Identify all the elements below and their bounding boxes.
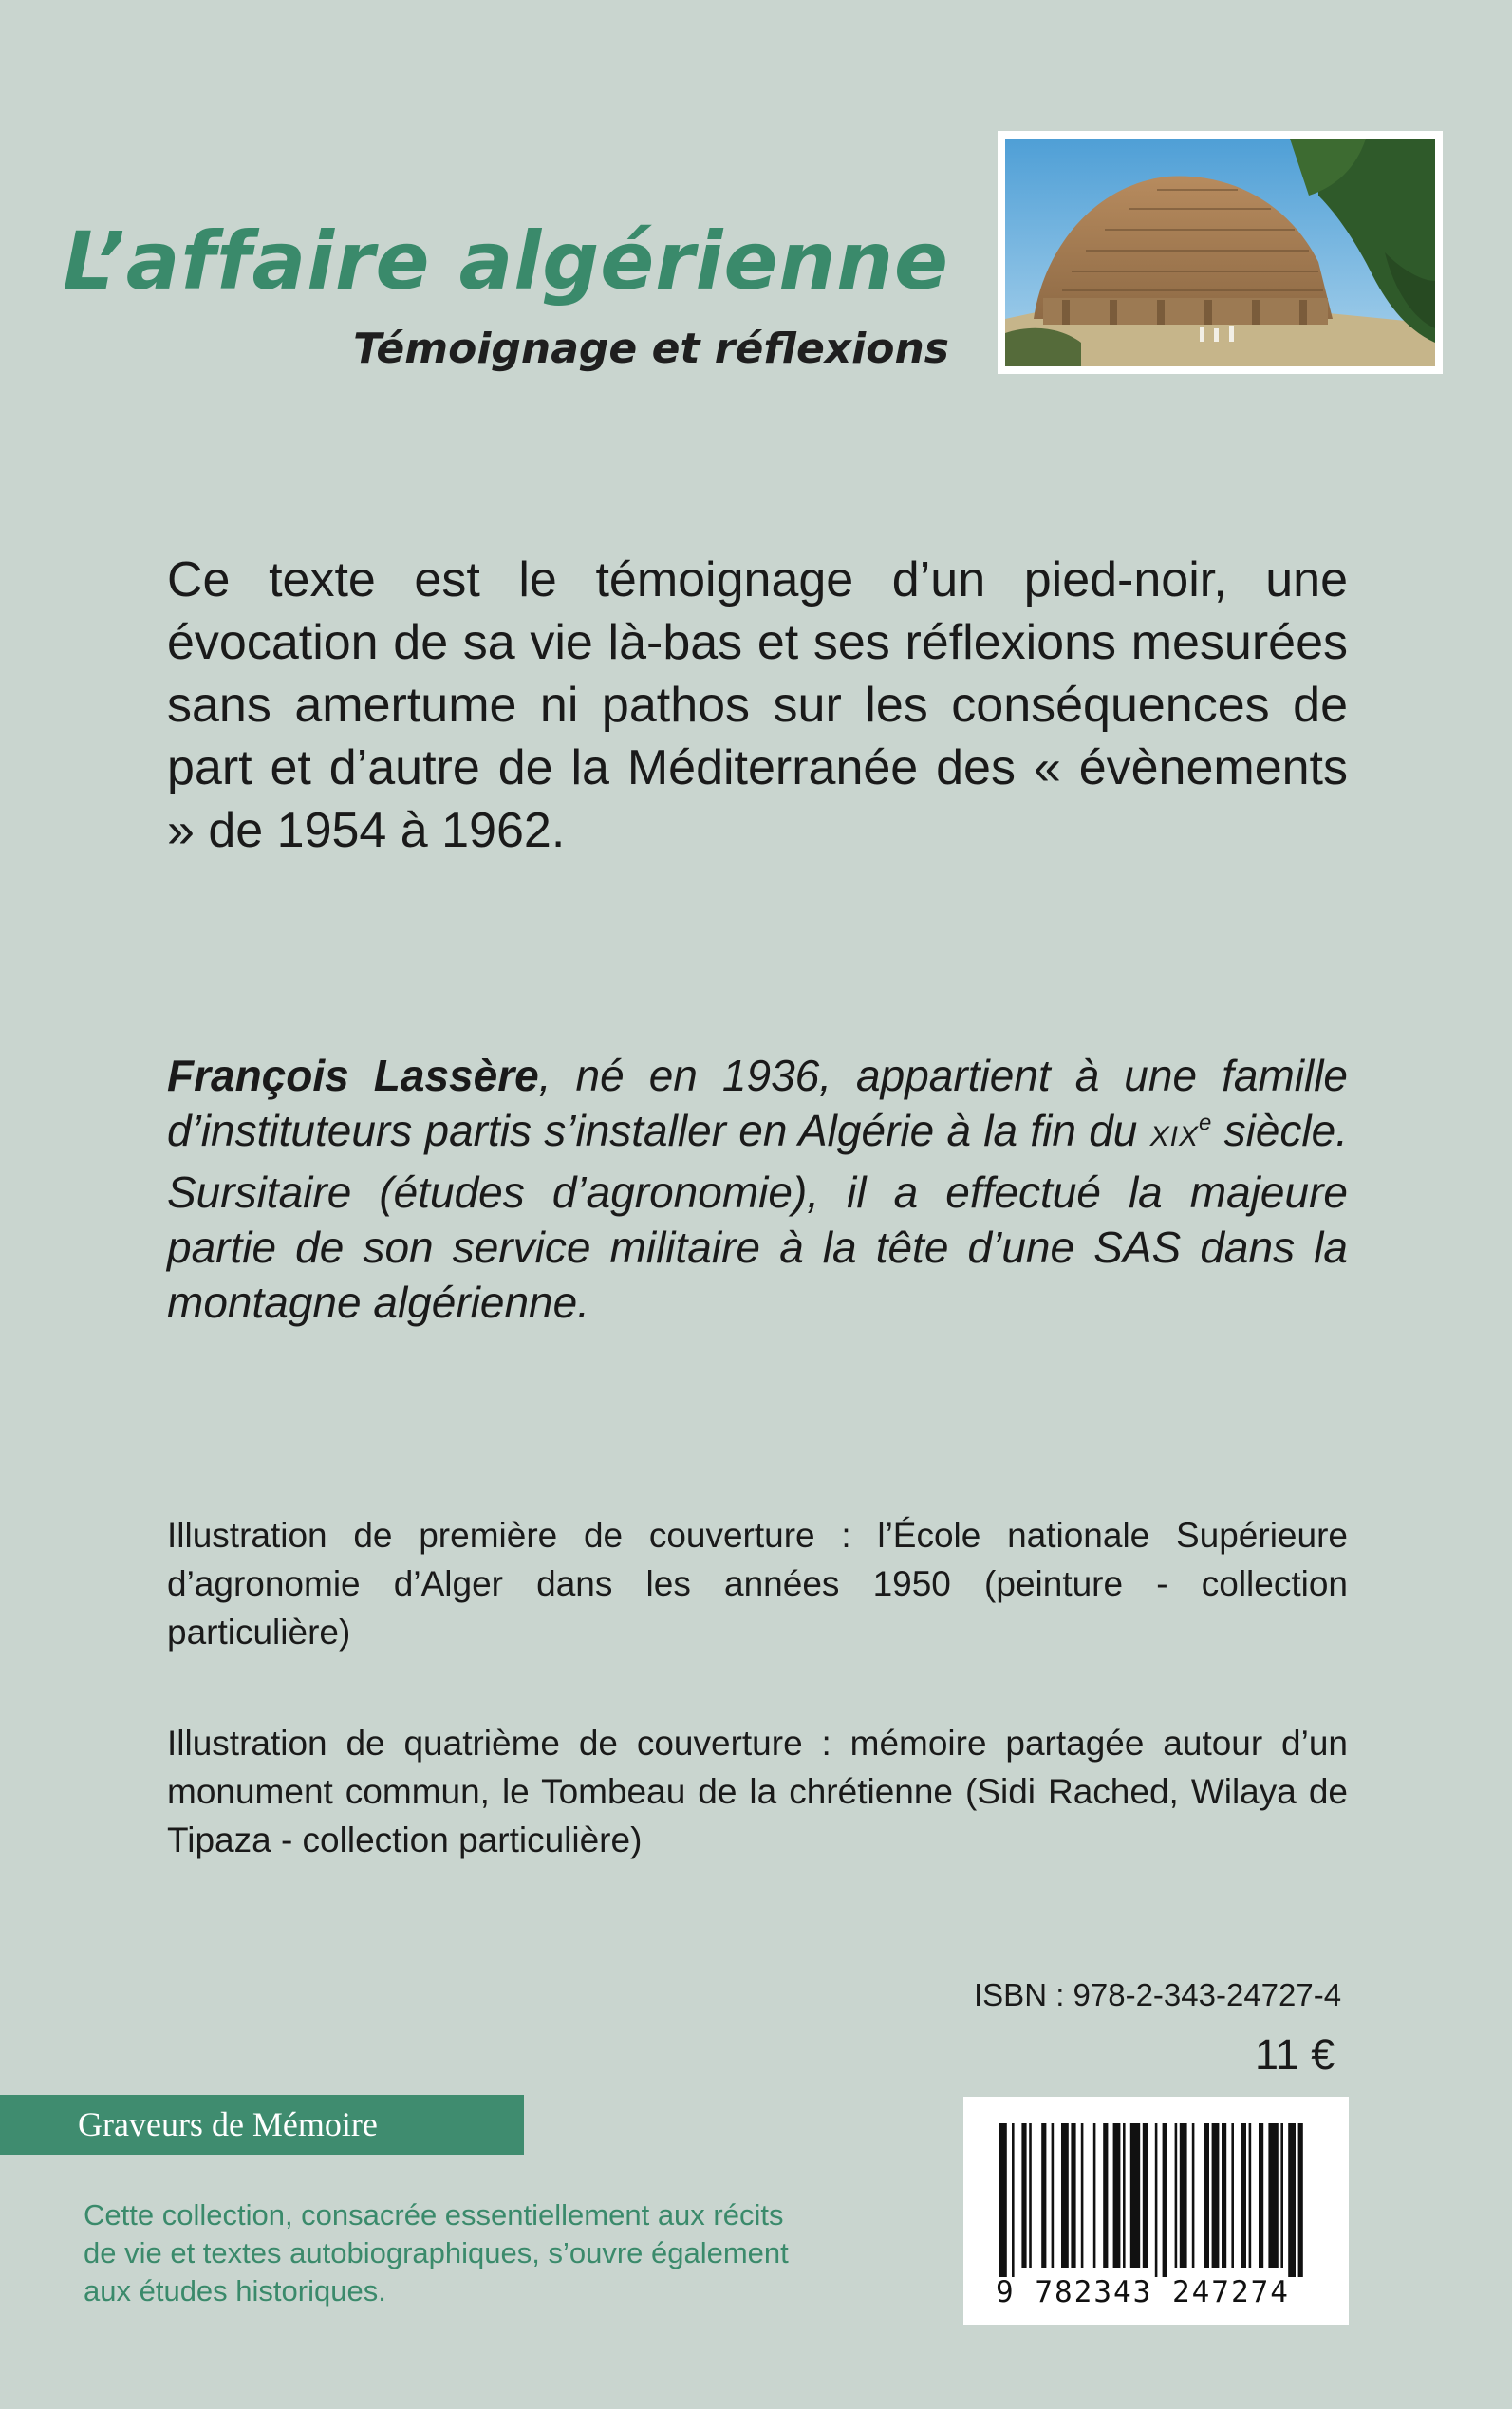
barcode-bar	[1163, 2123, 1167, 2277]
barcode-bar	[1143, 2123, 1148, 2268]
barcode-bar	[1041, 2123, 1046, 2268]
barcode-bar	[1259, 2123, 1263, 2268]
isbn-number: ISBN : 978-2-343-24727-4	[974, 1977, 1342, 2012]
barcode-bar	[1288, 2123, 1296, 2277]
barcode-bar	[1231, 2123, 1234, 2268]
barcode-bar	[1123, 2123, 1126, 2268]
author-name: François Lassère	[167, 1051, 539, 1100]
barcode-bar	[1268, 2123, 1278, 2268]
monument-photo	[998, 131, 1443, 374]
barcode-digits: 9 782343 247274	[996, 2275, 1290, 2309]
author-bio-text-1: , né en 1936, appartient à une famille d’instituteurs partis s’installer en Algérie à la fin du	[167, 1051, 1349, 1155]
barcode-bar	[1298, 2123, 1303, 2277]
barcode-panel	[963, 2097, 1349, 2325]
series-name: Graveurs de Mémoire	[78, 2105, 378, 2143]
barcode-bar	[1241, 2123, 1246, 2268]
tombeau-photo-icon	[1005, 139, 1435, 366]
barcode-bar	[1113, 2123, 1121, 2268]
century-roman-numeral: XIX	[1149, 1121, 1199, 1152]
barcode-bar	[1081, 2123, 1084, 2268]
barcode-bar	[999, 2123, 1007, 2277]
author-bio-text-2: siècle. Sursitaire (études d’agronomie), il a effectué la majeure partie de son service militaire à la tête d’une SAS dans la montagne algérienne.	[167, 1106, 1348, 1327]
barcode-bar	[1204, 2123, 1209, 2268]
book-title: L’affaire algérienne	[63, 215, 949, 308]
barcode-bar	[1130, 2123, 1140, 2268]
barcode-bar	[1180, 2123, 1187, 2268]
barcode-bar	[1103, 2123, 1108, 2268]
series-description: Cette collection, consacrée essentiellement aux récits de vie et textes autobiographiques, s’ouvre également aux études historiques.	[84, 2198, 789, 2307]
barcode-bar	[1021, 2123, 1026, 2268]
back-cover-credit: Illustration de quatrième de couverture : mémoire partagée autour d’un monument commun, le Tombeau de la chrétienne (Sidi Rached, Wilaya de Tipaza - collection particulière)	[167, 1724, 1348, 1859]
book-subtitle: Témoignage et réflexions	[353, 325, 949, 373]
barcode-bar	[1280, 2123, 1283, 2268]
century-suffix: e	[1198, 1110, 1212, 1136]
barcode-bar	[1249, 2123, 1252, 2268]
barcode-bar	[1093, 2123, 1096, 2268]
series-banner	[0, 2095, 524, 2155]
price-label: 11 €	[1255, 2030, 1335, 2079]
barcode-bar	[1212, 2123, 1220, 2268]
barcode-bar	[1061, 2123, 1069, 2268]
barcode-bar	[1052, 2123, 1055, 2268]
barcode-bar	[1155, 2123, 1158, 2277]
barcode-bar	[1222, 2123, 1226, 2268]
summary-paragraph: Ce texte est le témoignage d’un pied-noir, une évocation de sa vie là-bas et ses réflexions mesurées sans amertume ni pathos sur les conséquences de part et d’autre de la Méditerranée des « évènements » de 1954 à 1962.	[167, 552, 1348, 858]
barcode-bar	[1192, 2123, 1195, 2268]
barcode-bar	[1071, 2123, 1075, 2268]
barcode-bar	[1012, 2123, 1015, 2277]
barcode-bar	[1175, 2123, 1178, 2268]
front-cover-credit: Illustration de première de couverture : l’École nationale Supérieure d’agronomie d’Alger dans les années 1950 (peinture - collection particulière)	[167, 1516, 1348, 1652]
barcode-bar	[1029, 2123, 1032, 2268]
author-biography	[167, 1048, 1348, 1330]
